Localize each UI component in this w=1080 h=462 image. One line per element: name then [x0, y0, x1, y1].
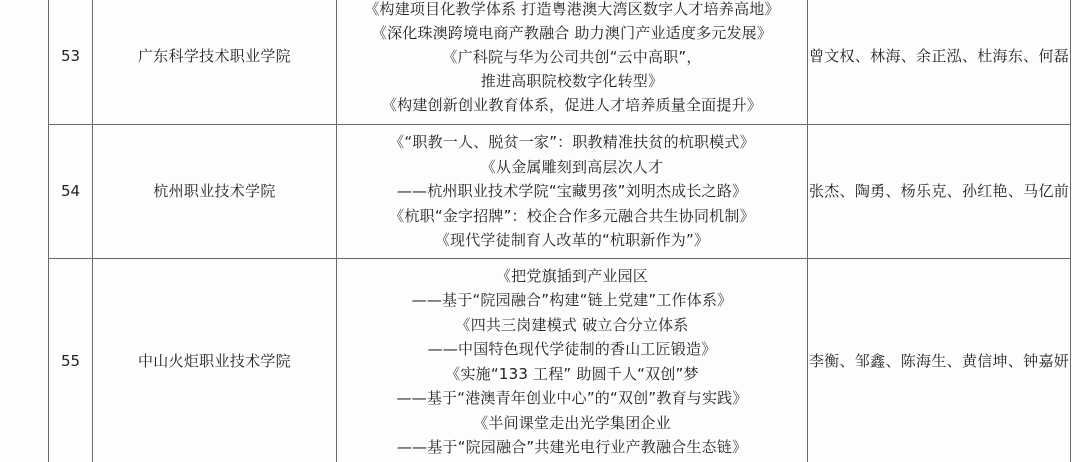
- row-number: 53: [49, 0, 93, 125]
- team-members: 张杰、陶勇、杨乐克、孙红艳、马亿前: [808, 125, 1071, 259]
- case-list: [337, 0, 807, 117]
- case-line: 推进高职院校数字化转型》: [480, 71, 664, 90]
- case-line: 《现代学徒制育人改革的“杭职新作为”》: [434, 231, 710, 250]
- case-line: 《把党旗插到产业园区: [495, 266, 648, 285]
- case-list: [337, 264, 807, 460]
- table-row: [49, 125, 1071, 259]
- case-cell: [337, 259, 808, 462]
- case-line: 《构建创新创业教育体系，促进人才培养质量全面提升》: [381, 95, 762, 114]
- case-line: 《杭职“金字招牌”：校企合作多元融合共生协同机制》: [389, 206, 755, 225]
- case-line: 《实施“133 工程” 助圆千人“双创”梦: [445, 364, 699, 383]
- case-line: ——基于“院园融合”共建光电行业产教融合生态链》: [396, 438, 748, 456]
- case-line: 《“职教一人、脱贫一家”：职教精准扶贫的杭职模式》: [389, 133, 755, 152]
- case-line: 《构建项目化教学体系 打造粤港澳大湾区数字人才培养高地》: [364, 0, 780, 18]
- case-line: 《广科院与华为公司共创“云中高职”，: [442, 47, 702, 66]
- school-name: 广东科学技术职业学院: [93, 0, 337, 125]
- school-name: 杭州职业技术学院: [93, 125, 337, 259]
- row-number: 54: [49, 125, 93, 259]
- award-table: [48, 0, 1071, 462]
- table-row: [49, 0, 1071, 125]
- case-line: 《深化珠澳跨境电商产教融合 助力澳门产业适度多元发展》: [371, 23, 773, 42]
- case-list: [337, 130, 807, 253]
- school-name: 中山火炬职业技术学院: [93, 259, 337, 462]
- row-number: 55: [49, 259, 93, 462]
- table-row: [49, 259, 1071, 462]
- case-line: ——杭州职业技术学院“宝藏男孩”刘明杰成长之路》: [396, 182, 748, 201]
- case-line: ——基于“院园融合”构建“链上党建”工作体系》: [411, 291, 733, 309]
- case-line: ——中国特色现代学徒制的香山工匠锻造》: [427, 340, 717, 358]
- case-cell: [337, 0, 808, 125]
- case-line: 《从金属雕刻到高层次人才: [480, 157, 664, 176]
- case-line: 《四共三岗建模式 破立合分立体系: [455, 315, 689, 334]
- case-line: 《半间课堂走出光学集团企业: [473, 413, 671, 432]
- case-line: ——基于“港澳青年创业中心”的“双创”教育与实践》: [396, 389, 748, 407]
- case-cell: [337, 125, 808, 259]
- team-members: 曾文权、林海、余正泓、杜海东、何磊: [808, 0, 1071, 125]
- team-members: 李衡、邹鑫、陈海生、黄信坤、钟嘉妍: [808, 259, 1071, 462]
